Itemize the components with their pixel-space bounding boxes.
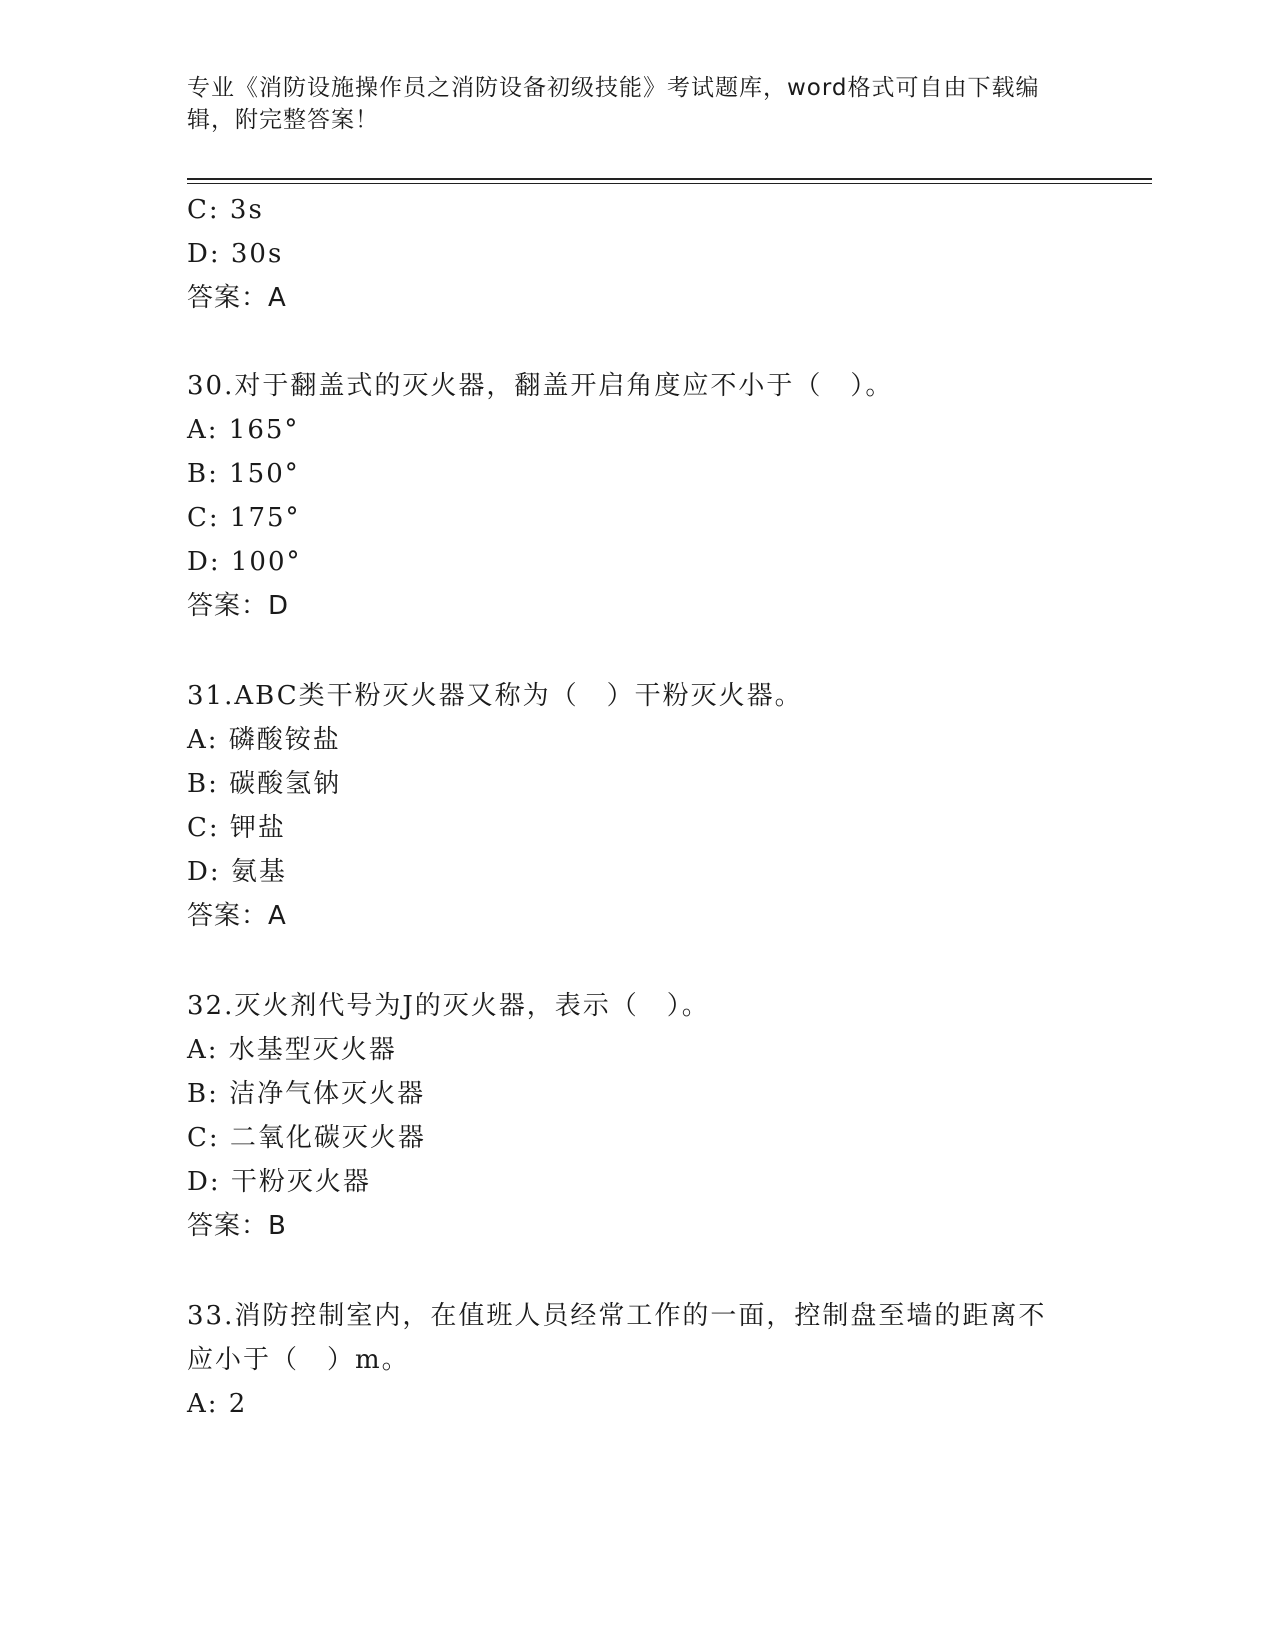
option-d: D: 氨基 [187,857,287,887]
option-b: B: 洁净气体灭火器 [187,1079,426,1109]
answer-line: 答案：B [187,1211,287,1241]
question-32: 32.灭火剂代号为J的灭火器，表示（ ）。 [187,991,710,1021]
header-divider-thin [187,183,1152,184]
header-divider-thick [187,178,1152,180]
question-33-continued: 应小于（ ）m。 [187,1345,410,1375]
option-a: A: 磷酸铵盐 [187,725,341,755]
question-31: 31.ABC类干粉灭火器又称为（ ）干粉灭火器。 [187,681,803,711]
answer-line: 答案：A [187,283,287,313]
question-33: 33.消防控制室内，在值班人员经常工作的一面，控制盘至墙的距离不 [187,1301,1047,1331]
option-a: A: 2 [187,1389,248,1419]
option-b: B: 碳酸氢钠 [187,769,342,799]
document-header: 专业《消防设施操作员之消防设备初级技能》考试题库，word格式可自由下载编辑，附完整答案！ [187,75,1040,133]
answer-line: 答案：A [187,901,287,931]
option-c: C: 3s [187,195,264,225]
option-d: D: 30s [187,239,284,269]
option-d: D: 干粉灭火器 [187,1167,371,1197]
option-a: A: 水基型灭火器 [187,1035,397,1065]
option-a: A: 165° [187,415,300,445]
answer-line: 答案：D [187,591,290,621]
question-30: 30.对于翻盖式的灭火器，翻盖开启角度应不小于（ ）。 [187,371,894,401]
option-d: D: 100° [187,547,302,577]
option-b: B: 150° [187,459,300,489]
option-c: C: 175° [187,503,301,533]
option-c: C: 二氧化碳灭火器 [187,1123,426,1153]
option-c: C: 钾盐 [187,813,286,843]
